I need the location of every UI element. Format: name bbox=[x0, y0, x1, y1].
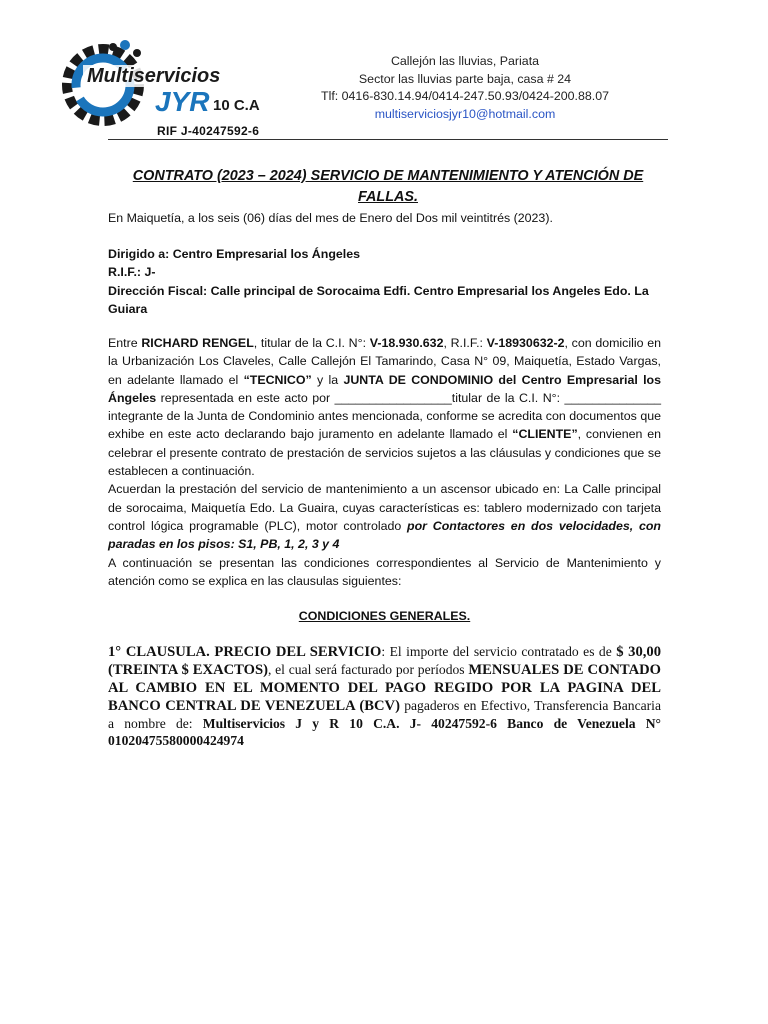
addressee-name: Dirigido a: Centro Empresarial los Ángeles bbox=[108, 247, 361, 261]
company-logo bbox=[55, 35, 270, 135]
general-conditions-heading: CONDICIONES GENERALES. bbox=[298, 609, 471, 623]
company-contact bbox=[310, 53, 620, 123]
logo-wordmark: Multiservicios bbox=[87, 65, 221, 87]
addressee-block bbox=[108, 245, 661, 318]
parties-paragraph: Entre RICHARD RENGEL, titular de la C.I. N°: V-18.930.632, R.I.F.: V-18930632-2, con domicilio en la Urbanización Los Claveles, Calle Callejón El Tamarindo, Casa N° 09, Maiquetía, Estado Vargas, en adelante llamado el “TECNICO” y la JUNTA DE CONDOMINIO del Centro Empresarial los Ángeles representada en este acto por _________________titular de la C.I. N°: ______________ integrante de la Junta de Condominio antes mencionada, conforme se acredita con documentos que exhibe en este acto declarando bajo juramento en adelante llamado el “CLIENTE”, convienen en celebrar el presente contrato de prestación de servicios sujetos a las cláusulas y condiciones que se establecen a continuación. bbox=[108, 336, 661, 479]
addressee-address: Dirección Fiscal: Calle principal de Sorocaima Edfi. Centro Empresarial los Angeles Edo. La Guiara bbox=[108, 283, 649, 316]
contract-body bbox=[108, 334, 661, 590]
clause-1-terms: MENSUALES DE CONTADO AL CAMBIO EN EL MOMENTO DEL PAGO REGIDO POR LA PAGINA DEL BANCO CENTRAL DE VENEZUELA (BCV) bbox=[108, 662, 662, 714]
contract-title: CONTRATO (2023 – 2024) SERVICIO DE MANTENIMIENTO Y ATENCIÓN DE FALLAS. bbox=[132, 168, 644, 205]
address-line-1: Callejón las lluvias, Pariata bbox=[390, 54, 540, 68]
header-divider bbox=[108, 139, 668, 140]
email-link[interactable]: multiserviciosjyr10@hotmail.com bbox=[374, 106, 556, 121]
contract-date: En Maiquetía, a los seis (06) días del mes de Enero del Dos mil veintitrés (2023). bbox=[108, 211, 553, 225]
logo-suffix: 10 C.A bbox=[213, 97, 260, 114]
company-rif: RIF J-40247592-6 bbox=[157, 124, 260, 138]
service-paragraph: Acuerdan la prestación del servicio de mantenimiento a un ascensor ubicado en: La Calle principal de sorocaima, Maiquetía Edo. La Guaira, cuyas características es: tablero modernizado con tarjeta control lógica programable (PLC), motor controlado por Contactores en dos velocidades, con paradas en los pisos: S1, PB, 1, 2, 3 y 4 bbox=[108, 482, 661, 552]
clause-1-heading: 1° CLAUSULA. PRECIO DEL SERVICIO bbox=[108, 644, 382, 660]
addressee-rif: R.I.F.: J- bbox=[108, 265, 156, 280]
intro-conditions-paragraph: A continuación se presentan las condiciones correspondientes al Servicio de Mantenimiento y atención como se explica en las clausulas siguientes: bbox=[108, 555, 661, 588]
phone-numbers: Tlf: 0416-830.14.94/0414-247.50.93/0424-200.88.07 bbox=[321, 89, 609, 104]
address-line-2: Sector las lluvias parte baja, casa # 24 bbox=[358, 71, 572, 86]
clause-1-price: $ 30,00 (TREINTA $ EXACTOS) bbox=[108, 644, 662, 678]
clause-1-bank: Multiservicios J y R 10 C.A. J- 40247592-6 Banco de Venezuela N° 01020475580000424974 bbox=[108, 716, 661, 748]
logo-gear-icon bbox=[55, 35, 270, 135]
clause-1: 1° CLAUSULA. PRECIO DEL SERVICIO: El importe del servicio contratado es de $ 30,00 (TREINTA $ EXACTOS), el cual será facturado por períodos MENSUALES DE CONTADO AL CAMBIO EN EL MOMENTO DEL PAGO REGIDO POR LA PAGINA DEL BANCO CENTRAL DE VENEZUELA (BCV) pagaderos en Efectivo, Transferencia Bancaria a nombre de: Multiservicios J y R 10 C.A. J- 40247592-6 Banco de Venezuela N° 01020475580000424974 bbox=[108, 644, 662, 748]
logo-initials: JYR bbox=[155, 86, 210, 117]
